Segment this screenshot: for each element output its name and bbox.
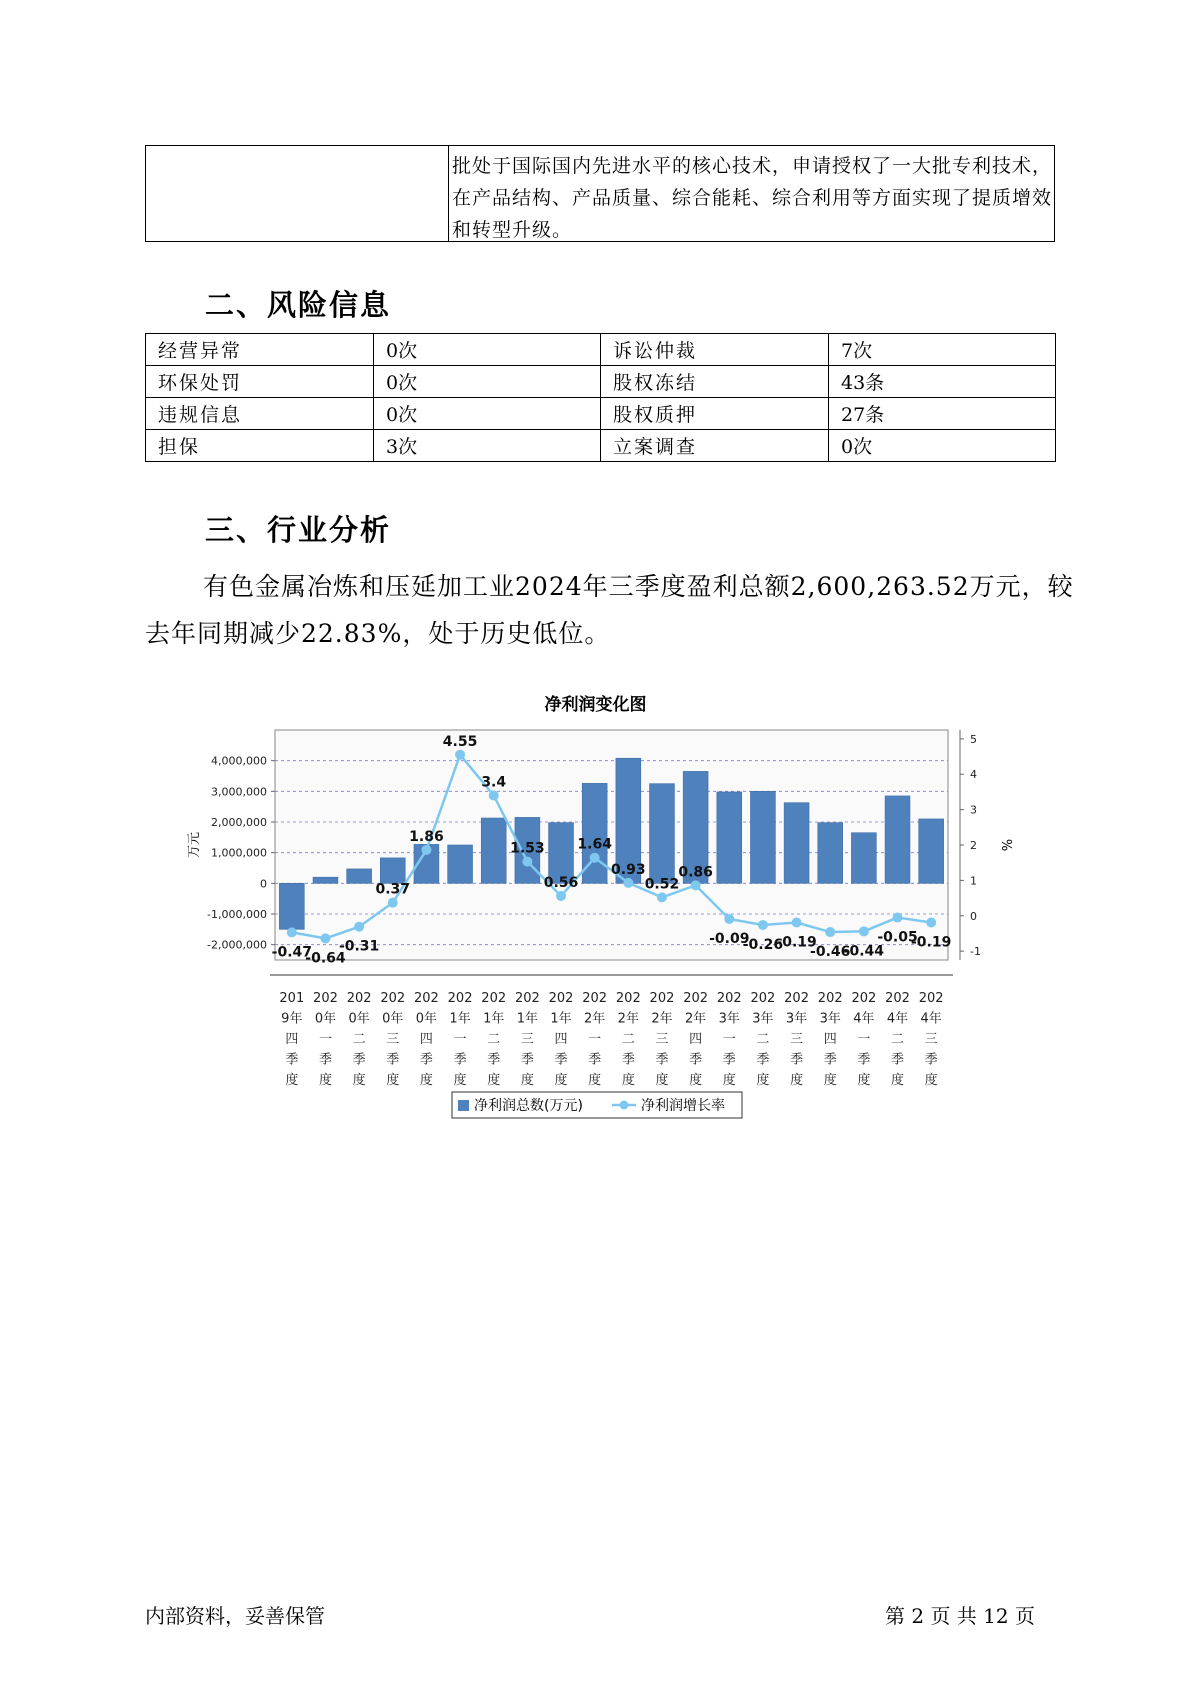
category-label: 度 bbox=[520, 1073, 534, 1088]
category-label: 202 bbox=[447, 991, 473, 1006]
left-tick-label: 2,000,000 bbox=[211, 816, 267, 829]
category-label: 度 bbox=[285, 1073, 299, 1088]
category-label: 202 bbox=[683, 991, 709, 1006]
category-label: 季 bbox=[352, 1052, 366, 1068]
category-label: 2年 bbox=[684, 1011, 707, 1027]
left-tick-label: -2,000,000 bbox=[207, 938, 267, 952]
right-axis-title: % bbox=[998, 838, 1013, 852]
risk-label: 经营异常 bbox=[146, 334, 374, 366]
growth-rate-point bbox=[926, 917, 936, 927]
category-label: 二 bbox=[621, 1032, 635, 1047]
category-label: 3年 bbox=[718, 1011, 740, 1027]
legend-bar-swatch bbox=[458, 1100, 469, 1111]
growth-rate-label: -0.64 bbox=[305, 950, 346, 967]
growth-rate-label: 0.56 bbox=[543, 874, 579, 891]
profit-bar bbox=[448, 845, 473, 883]
category-label: 202 bbox=[346, 991, 372, 1006]
category-label: 1年 bbox=[550, 1011, 572, 1027]
category-label: 201 bbox=[279, 991, 305, 1006]
category-label: 季 bbox=[621, 1052, 635, 1068]
profit-bar bbox=[885, 796, 910, 883]
growth-rate-label: 0.37 bbox=[375, 881, 411, 898]
profit-bar bbox=[279, 883, 304, 929]
growth-rate-point bbox=[590, 853, 600, 863]
category-label: 202 bbox=[918, 991, 944, 1006]
right-tick-label: 1 bbox=[970, 874, 977, 888]
category-label: 四 bbox=[419, 1032, 433, 1047]
growth-rate-label: 1.86 bbox=[409, 828, 444, 845]
category-label: 202 bbox=[481, 991, 507, 1006]
category-label: 度 bbox=[453, 1073, 467, 1088]
category-label: 三 bbox=[386, 1032, 400, 1047]
growth-rate-label: -0.44 bbox=[843, 943, 885, 960]
category-label: 一 bbox=[588, 1032, 602, 1047]
profit-bar bbox=[717, 792, 742, 883]
category-label: 四 bbox=[823, 1032, 837, 1047]
category-label: 202 bbox=[615, 991, 641, 1006]
description-line: 和转型升级。 bbox=[452, 219, 573, 241]
risk-value: 0次 bbox=[374, 366, 601, 398]
growth-rate-point bbox=[421, 845, 431, 855]
growth-rate-label: 3.4 bbox=[481, 774, 507, 791]
growth-rate-label: 0.86 bbox=[678, 864, 713, 881]
growth-rate-point bbox=[556, 891, 566, 901]
category-label: 三 bbox=[790, 1032, 804, 1047]
category-label: 二 bbox=[756, 1032, 770, 1047]
category-label: 季 bbox=[756, 1052, 770, 1068]
legend-bar-label: 净利润总数(万元) bbox=[474, 1098, 583, 1114]
right-tick-label: -1 bbox=[970, 945, 981, 959]
profit-bar bbox=[481, 818, 506, 883]
category-label: 202 bbox=[851, 991, 877, 1006]
growth-rate-label: -0.19 bbox=[776, 934, 817, 951]
category-label: 4年 bbox=[920, 1011, 942, 1027]
category-label: 202 bbox=[548, 991, 574, 1006]
category-label: 度 bbox=[924, 1073, 938, 1088]
category-label: 1年 bbox=[483, 1011, 505, 1027]
category-label: 度 bbox=[891, 1073, 905, 1088]
growth-rate-point bbox=[859, 926, 869, 936]
description-line: 批处于国际国内先进水平的核心技术，申请授权了一大批专利技术， bbox=[452, 155, 1053, 177]
profit-bar bbox=[784, 803, 809, 884]
risk-value: 3次 bbox=[374, 430, 601, 462]
category-label: 度 bbox=[857, 1073, 871, 1088]
category-label: 202 bbox=[414, 991, 439, 1006]
category-label: 度 bbox=[655, 1073, 669, 1088]
profit-bar bbox=[650, 784, 675, 884]
category-label: 季 bbox=[453, 1052, 467, 1068]
footer-page-number: 第 2 页 共 12 页 bbox=[885, 1604, 1035, 1628]
risk-label: 诉讼仲裁 bbox=[601, 334, 829, 366]
growth-rate-label: -0.26 bbox=[742, 936, 784, 953]
growth-rate-label: 0.93 bbox=[611, 861, 646, 878]
category-label: 202 bbox=[817, 991, 843, 1006]
legend-line-label: 净利润增长率 bbox=[641, 1098, 725, 1114]
category-label: 度 bbox=[621, 1073, 635, 1088]
category-label: 202 bbox=[380, 991, 406, 1006]
right-tick-label: 2 bbox=[970, 839, 977, 852]
category-label: 2年 bbox=[617, 1011, 639, 1027]
growth-rate-label: -0.19 bbox=[910, 934, 952, 951]
category-label: 1年 bbox=[516, 1011, 539, 1027]
category-label: 1年 bbox=[449, 1011, 471, 1027]
category-label: 度 bbox=[554, 1073, 568, 1088]
category-label: 202 bbox=[514, 991, 540, 1006]
category-label: 202 bbox=[784, 991, 809, 1006]
category-label: 四 bbox=[689, 1032, 703, 1047]
category-label: 季 bbox=[386, 1052, 400, 1068]
category-label: 一 bbox=[722, 1032, 736, 1047]
growth-rate-label: 0.52 bbox=[644, 876, 680, 893]
profit-bar bbox=[818, 823, 843, 884]
category-label: 202 bbox=[750, 991, 776, 1006]
growth-rate-point bbox=[691, 880, 701, 890]
category-label: 0年 bbox=[382, 1011, 404, 1027]
category-label: 4年 bbox=[853, 1011, 875, 1027]
category-label: 季 bbox=[520, 1052, 534, 1068]
right-tick-label: 3 bbox=[970, 803, 977, 817]
growth-rate-label: 4.55 bbox=[442, 733, 478, 750]
category-label: 3年 bbox=[819, 1011, 841, 1027]
category-label: 三 bbox=[520, 1032, 534, 1047]
industry-paragraph: 有色金属冶炼和压延加工业2024年三季度盈利总额2,600,263.52万元，较去年同期减少22.83%，处于历史低位。 bbox=[145, 572, 1074, 648]
category-label: 二 bbox=[891, 1032, 905, 1047]
category-label: 2年 bbox=[584, 1011, 606, 1027]
category-label: 季 bbox=[722, 1052, 736, 1068]
left-axis-title: 万元 bbox=[187, 831, 202, 859]
profit-bar bbox=[851, 833, 876, 884]
category-label: 季 bbox=[790, 1052, 804, 1068]
category-label: 202 bbox=[649, 991, 675, 1006]
profit-bar bbox=[313, 877, 338, 883]
category-label: 季 bbox=[318, 1052, 332, 1068]
growth-rate-point bbox=[522, 857, 532, 867]
risk-label: 违规信息 bbox=[146, 398, 374, 430]
growth-rate-label: 1.53 bbox=[510, 840, 545, 857]
risk-label: 担保 bbox=[146, 430, 374, 462]
category-label: 一 bbox=[318, 1032, 332, 1047]
category-label: 0年 bbox=[314, 1011, 337, 1027]
right-tick-label: 5 bbox=[970, 732, 977, 746]
category-label: 度 bbox=[722, 1073, 736, 1088]
category-label: 季 bbox=[689, 1052, 703, 1068]
category-label: 季 bbox=[924, 1052, 938, 1068]
risk-value: 0次 bbox=[829, 430, 1056, 462]
growth-rate-point bbox=[489, 790, 499, 800]
category-label: 季 bbox=[588, 1052, 602, 1068]
profit-bar bbox=[919, 819, 944, 883]
risk-label: 立案调查 bbox=[601, 430, 829, 462]
category-label: 3年 bbox=[752, 1011, 774, 1027]
risk-value: 0次 bbox=[374, 334, 601, 366]
category-label: 202 bbox=[716, 991, 742, 1006]
category-label: 度 bbox=[318, 1073, 332, 1088]
profit-bar bbox=[347, 869, 372, 883]
risk-value: 0次 bbox=[374, 398, 601, 430]
risk-value: 27条 bbox=[829, 398, 1056, 430]
category-label: 度 bbox=[689, 1073, 703, 1088]
growth-rate-label: -0.47 bbox=[271, 944, 313, 961]
risk-value: 43条 bbox=[829, 366, 1056, 398]
growth-rate-label: -0.09 bbox=[709, 930, 750, 947]
category-label: 度 bbox=[790, 1073, 804, 1088]
growth-rate-point bbox=[657, 892, 667, 902]
category-label: 202 bbox=[885, 991, 910, 1006]
growth-rate-point bbox=[758, 920, 768, 930]
category-label: 度 bbox=[487, 1073, 501, 1088]
category-label: 0年 bbox=[415, 1011, 438, 1027]
category-label: 4年 bbox=[886, 1011, 909, 1027]
growth-rate-label: -0.46 bbox=[810, 944, 851, 961]
category-label: 2年 bbox=[651, 1011, 673, 1027]
category-label: 季 bbox=[487, 1052, 501, 1068]
category-label: 三 bbox=[655, 1032, 669, 1047]
category-label: 202 bbox=[582, 991, 608, 1006]
category-label: 二 bbox=[487, 1032, 501, 1047]
left-tick-label: 4,000,000 bbox=[211, 754, 267, 768]
section-heading-industry: 三、行业分析 bbox=[205, 513, 392, 547]
category-label: 二 bbox=[352, 1032, 366, 1047]
growth-rate-point bbox=[825, 927, 835, 937]
right-tick-label: 4 bbox=[970, 768, 977, 782]
category-label: 9年 bbox=[281, 1011, 303, 1027]
category-label: 度 bbox=[352, 1073, 366, 1088]
category-label: 度 bbox=[386, 1073, 400, 1088]
category-label: 季 bbox=[891, 1052, 905, 1068]
category-label: 一 bbox=[857, 1032, 871, 1047]
growth-rate-point bbox=[623, 878, 633, 888]
category-label: 0年 bbox=[348, 1011, 370, 1027]
description-line: 在产品结构、产品质量、综合能耗、综合利用等方面实现了提质增效 bbox=[452, 187, 1053, 209]
growth-rate-label: -0.05 bbox=[877, 929, 918, 946]
category-label: 一 bbox=[453, 1032, 467, 1047]
risk-label: 股权质押 bbox=[601, 398, 829, 430]
category-label: 季 bbox=[554, 1052, 568, 1068]
right-tick-label: 0 bbox=[970, 909, 977, 923]
growth-rate-point bbox=[792, 917, 802, 927]
growth-rate-label: -0.31 bbox=[338, 938, 380, 955]
category-label: 季 bbox=[655, 1052, 669, 1068]
category-label: 季 bbox=[285, 1052, 299, 1068]
category-label: 季 bbox=[419, 1052, 433, 1068]
growth-rate-point bbox=[724, 914, 734, 924]
category-label: 季 bbox=[823, 1052, 837, 1068]
growth-rate-point bbox=[893, 913, 903, 923]
risk-label: 股权冻结 bbox=[601, 366, 829, 398]
category-label: 三 bbox=[924, 1032, 938, 1047]
risk-label: 环保处罚 bbox=[146, 366, 374, 398]
left-tick-label: 0 bbox=[260, 877, 267, 891]
risk-value: 7次 bbox=[829, 334, 1056, 366]
category-label: 度 bbox=[756, 1073, 770, 1088]
category-label: 度 bbox=[419, 1073, 433, 1088]
chart-title: 净利润变化图 bbox=[544, 695, 647, 715]
category-label: 四 bbox=[554, 1032, 568, 1047]
category-label: 202 bbox=[313, 991, 338, 1006]
footer-confidential: 内部资料，妥善保管 bbox=[145, 1604, 325, 1628]
growth-rate-point bbox=[287, 927, 297, 937]
growth-rate-point bbox=[388, 898, 398, 908]
category-label: 3年 bbox=[785, 1011, 808, 1027]
growth-rate-point bbox=[455, 750, 465, 760]
category-label: 四 bbox=[285, 1032, 299, 1047]
category-label: 度 bbox=[823, 1073, 837, 1088]
profit-bar bbox=[750, 791, 775, 883]
category-label: 季 bbox=[857, 1052, 871, 1068]
section-heading-risk: 二、风险信息 bbox=[205, 288, 392, 322]
left-tick-label: -1,000,000 bbox=[207, 908, 267, 921]
legend-line-marker bbox=[620, 1101, 629, 1110]
left-tick-label: 3,000,000 bbox=[211, 785, 267, 799]
growth-rate-point bbox=[354, 922, 364, 932]
left-tick-label: 1,000,000 bbox=[211, 846, 267, 860]
category-label: 度 bbox=[588, 1073, 602, 1088]
growth-rate-label: 1.64 bbox=[577, 836, 612, 853]
profit-bar bbox=[380, 858, 405, 883]
growth-rate-point bbox=[320, 933, 330, 943]
